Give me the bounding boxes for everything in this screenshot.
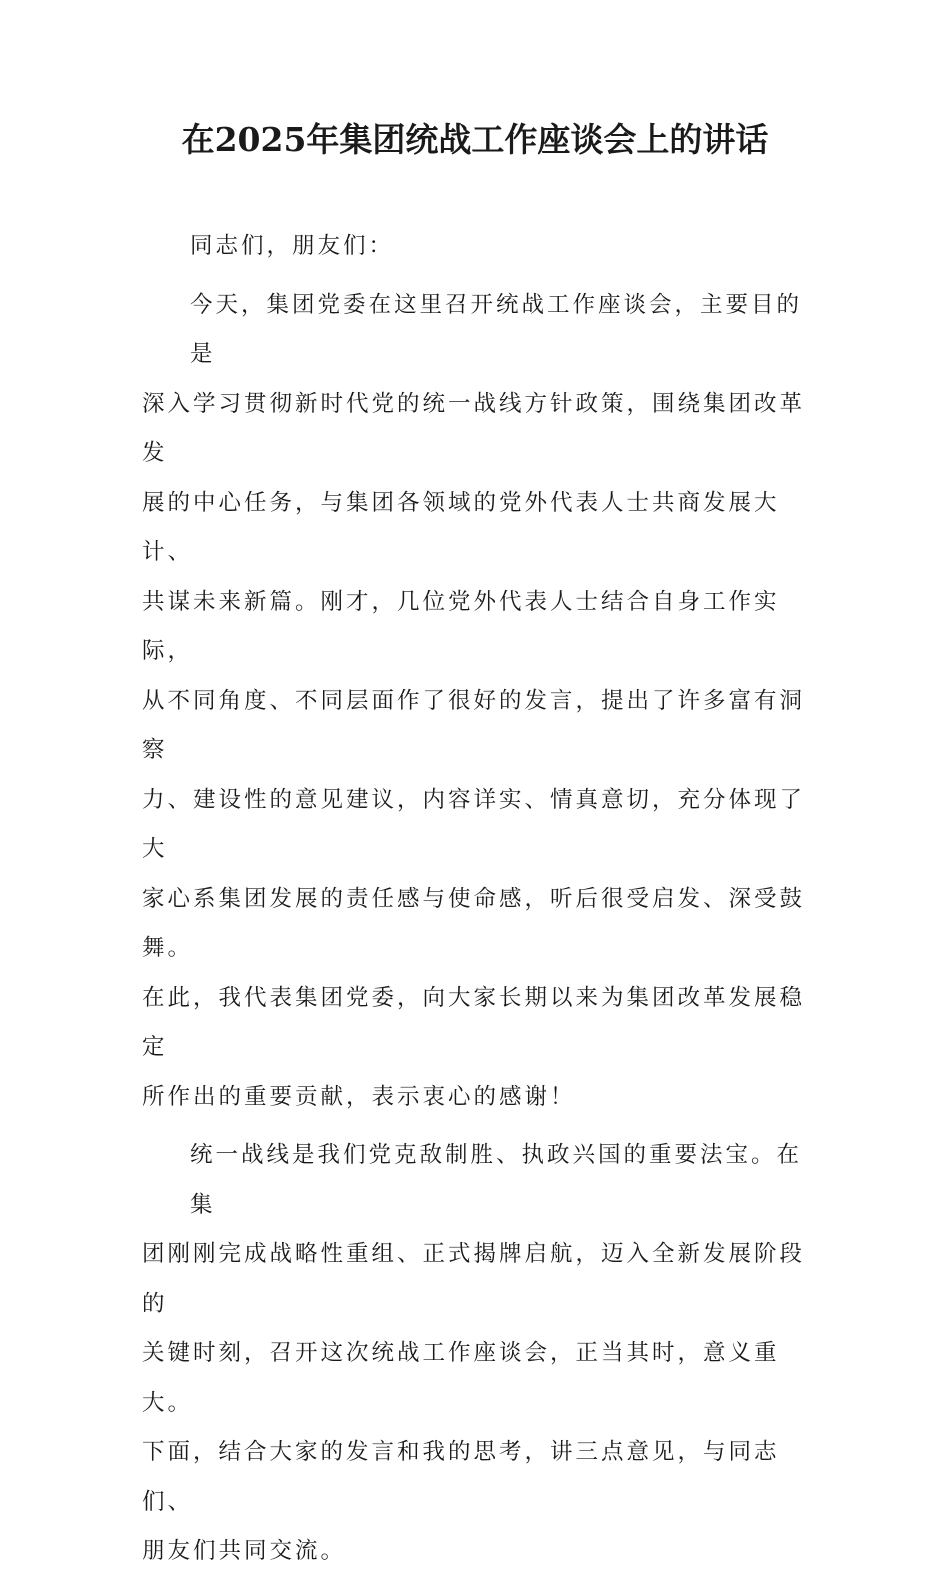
text-line: 下面，结合大家的发言和我的思考，讲三点意见，与同志们、 bbox=[142, 1439, 780, 1515]
text-line: 同志们，朋友们： bbox=[190, 233, 395, 259]
text-line: 所作出的重要贡献，表示衷心的感谢！ bbox=[142, 1083, 576, 1110]
text-line: 朋友们共同交流。 bbox=[142, 1538, 347, 1564]
text-line: 力、建设性的意见建议，内容详实、情真意切，充分体现了大 bbox=[142, 786, 806, 862]
text-line: 展的中心任务，与集团各领域的党外代表人士共商发展大计、 bbox=[142, 489, 780, 565]
text-line: 关键时刻，召开这次统战工作座谈会，正当其时，意义重大。 bbox=[142, 1340, 780, 1416]
text-line: 在此，我代表集团党委，向大家长期以来为集团改革发展稳定 bbox=[142, 984, 806, 1060]
text-line: 共谋未来新篇。刚才，几位党外代表人士结合自身工作实际， bbox=[142, 588, 780, 664]
paragraph-opening bbox=[142, 281, 808, 1123]
text-line: 从不同角度、不同层面作了很好的发言，提出了许多富有洞察 bbox=[142, 687, 806, 763]
paragraph-united-front bbox=[142, 1131, 808, 1577]
text-line: 统一战线是我们党克敌制胜、执政兴国的重要法宝。在集 bbox=[190, 1142, 803, 1218]
document-title: 在2025年集团统战工作座谈会上的讲话 bbox=[181, 120, 769, 159]
paragraph-greeting bbox=[142, 222, 808, 272]
document-body bbox=[142, 222, 808, 1577]
text-line: 家心系集团发展的责任感与使命感，听后很受启发、深受鼓舞。 bbox=[142, 885, 806, 961]
text-line: 深入学习贯彻新时代党的统一战线方针政策，围绕集团改革发 bbox=[142, 390, 806, 466]
text-line: 今天，集团党委在这里召开统战工作座谈会，主要目的是 bbox=[190, 291, 803, 367]
text-line: 团刚刚完成战略性重组、正式揭牌启航，迈入全新发展阶段的 bbox=[142, 1241, 806, 1317]
